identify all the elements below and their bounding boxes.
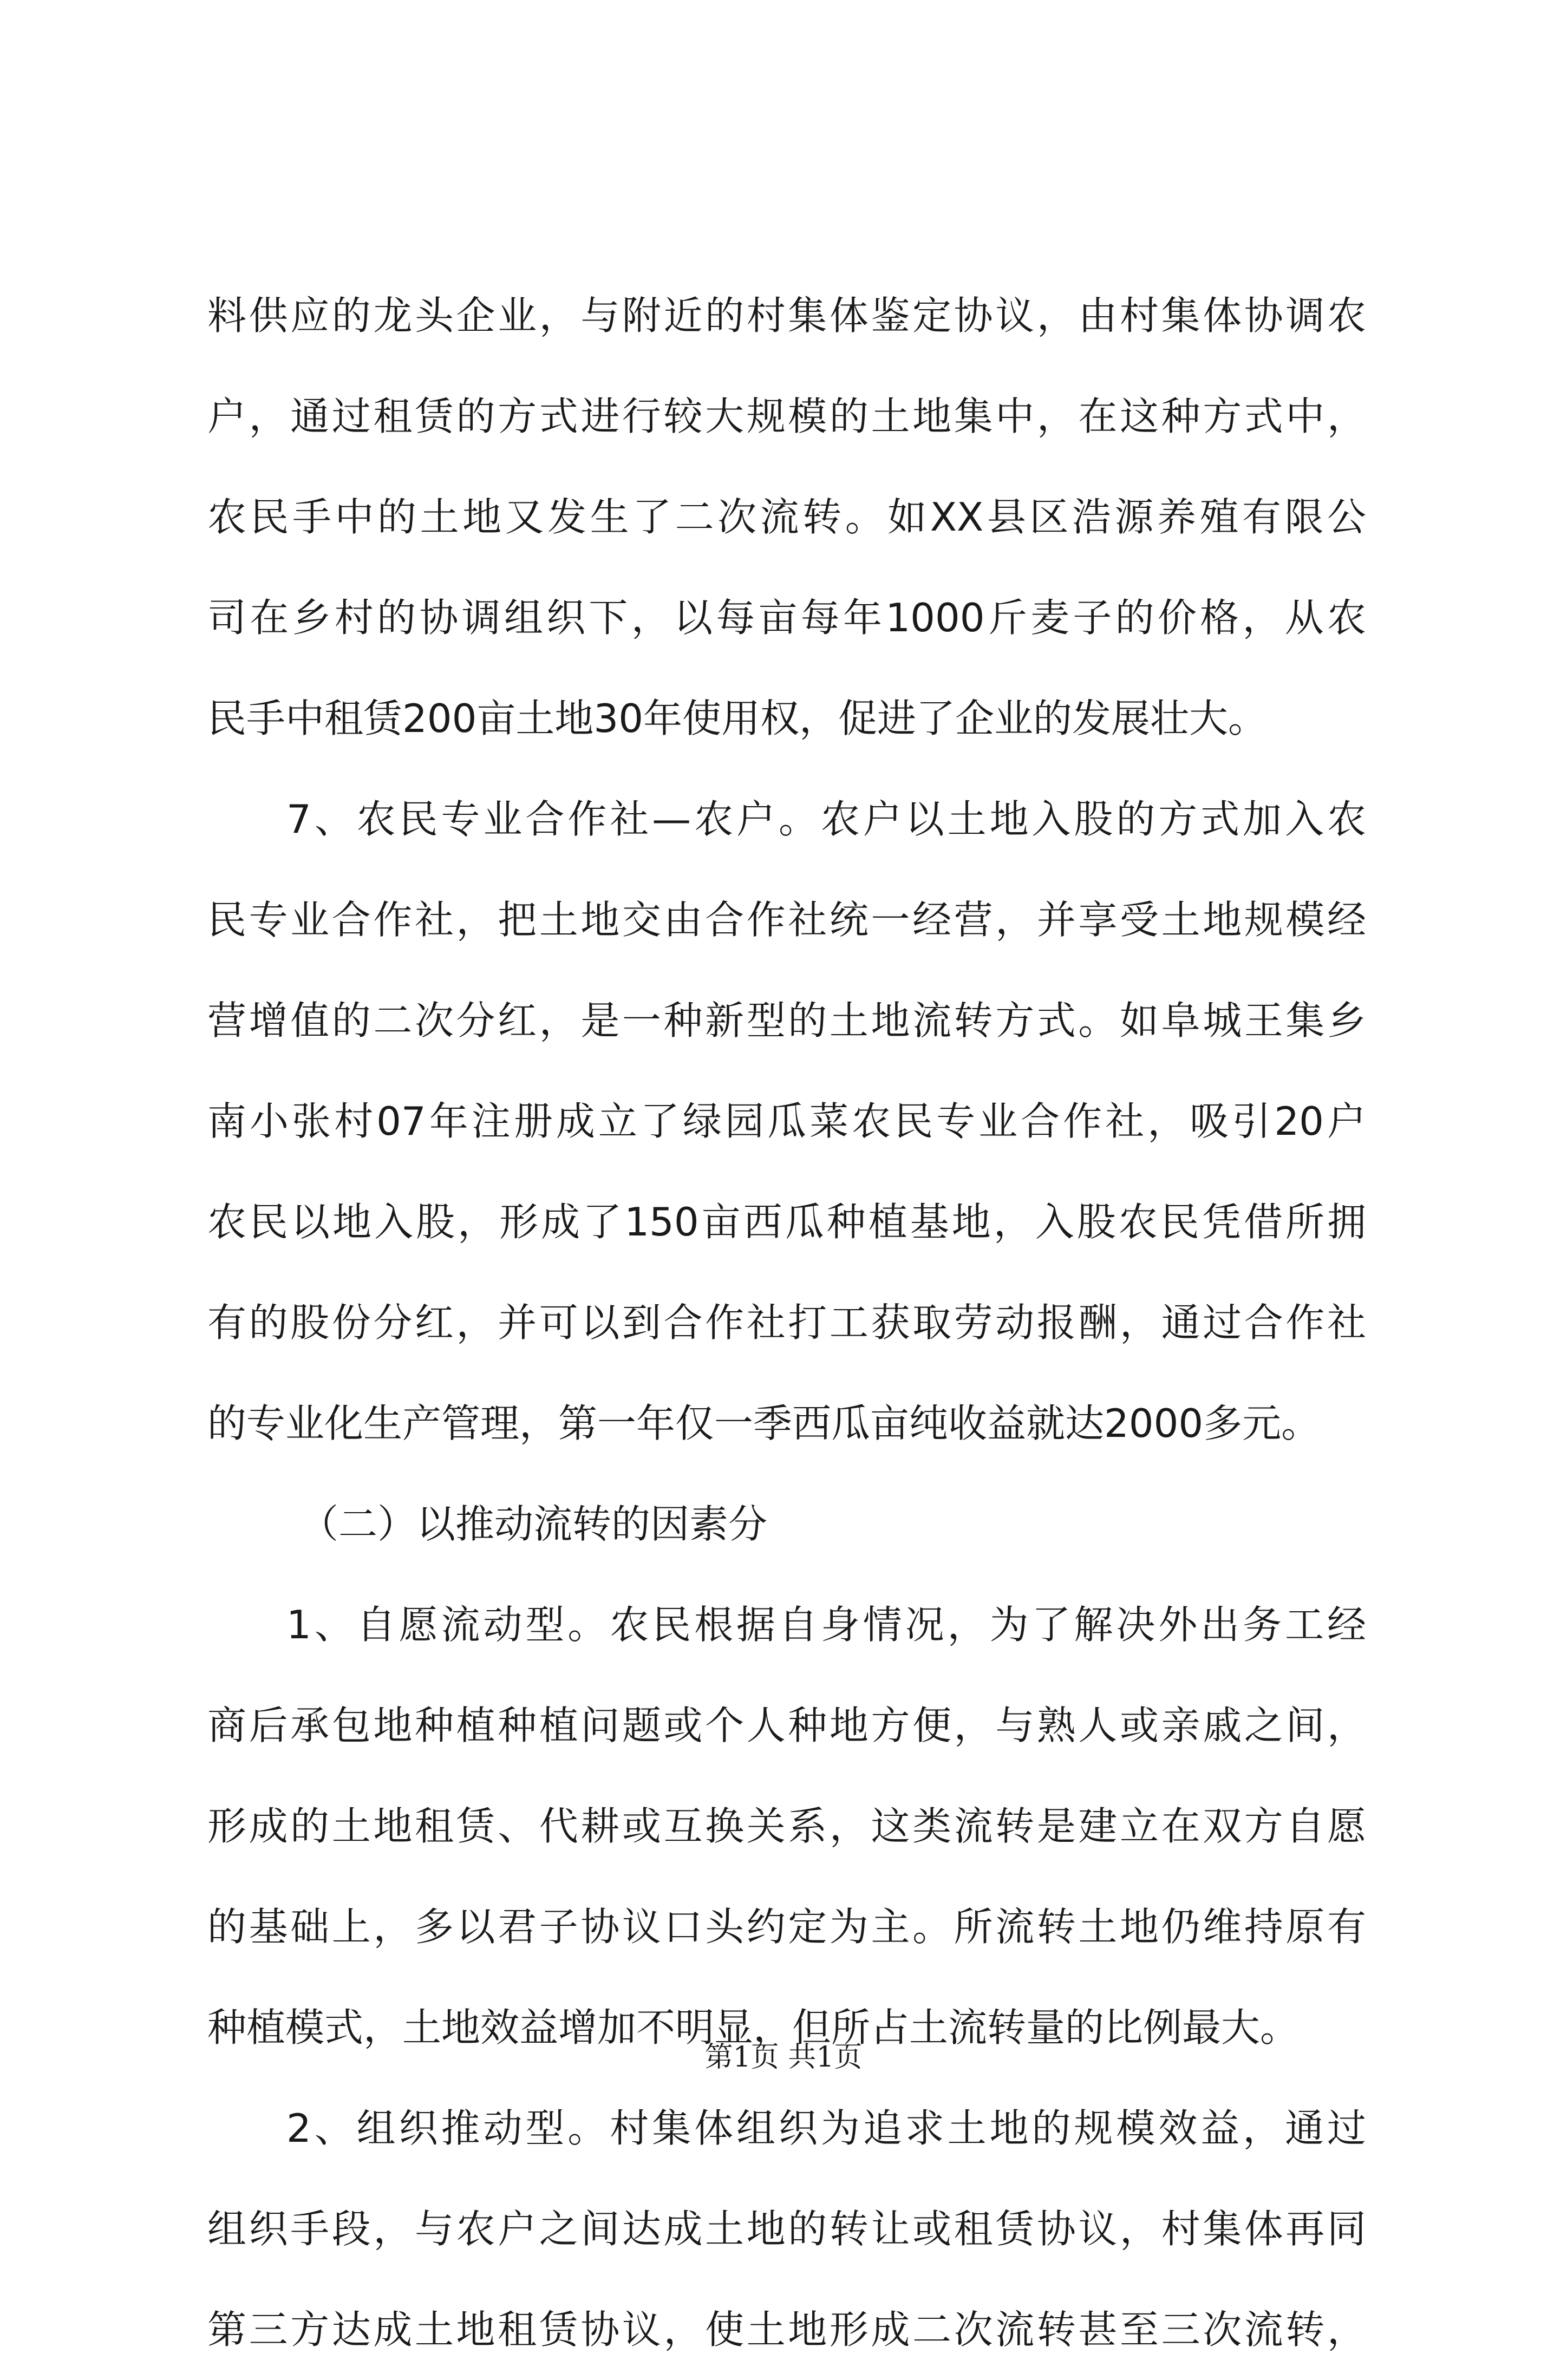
text-line: 形成的土地租赁、代耕或互换关系，这类流转是建立在双方自愿 — [207, 1803, 1366, 1849]
text-line: 种植模式，土地效益增加不明显，但所占土流转量的比例最大。 — [207, 2005, 1300, 2050]
text-line: 1、自愿流动型。农民根据自身情况，为了解决外出务工经 — [286, 1602, 1366, 1647]
text-line: 7、农民专业合作社—农户。农户以土地入股的方式加入农 — [286, 796, 1366, 842]
text-line: 商后承包地种植种植问题或个人种地方便，与熟人或亲戚之间， — [207, 1703, 1366, 1748]
text-line: 司在乡村的协调组织下，以每亩每年1000斤麦子的价格，从农 — [207, 595, 1366, 640]
text-line: 民专业合作社，把土地交由合作社统一经营，并享受土地规模经 — [207, 897, 1366, 943]
text-line: 农民以地入股，形成了150亩西瓜种植基地，入股农民凭借所拥 — [207, 1199, 1366, 1245]
text-line: 营增值的二次分红，是一种新型的土地流转方式。如阜城王集乡 — [207, 998, 1366, 1043]
page-number-label: 第1页 共1页 — [704, 2041, 863, 2074]
section-heading: （二）以推动流转的因素分 — [299, 1501, 768, 1547]
text-line: 的专业化生产管理，第一年仅一季西瓜亩纯收益就达2000多元。 — [207, 1401, 1321, 1446]
text-line: 第三方达成土地租赁协议，使土地形成二次流转甚至三次流转， — [207, 2307, 1366, 2352]
text-line: 组织手段，与农户之间达成土地的转让或租赁协议，村集体再同 — [207, 2206, 1366, 2252]
text-line: 料供应的龙头企业，与附近的村集体鉴定协议，由村集体协调农 — [207, 293, 1366, 338]
text-line: 的基础上，多以君子协议口头约定为主。所流转土地仍维持原有 — [207, 1904, 1366, 1950]
text-line: 南小张村07年注册成立了绿园瓜菜农民专业合作社，吸引20户 — [207, 1099, 1366, 1144]
text-line: 农民手中的土地又发生了二次流转。如XX县区浩源养殖有限公 — [207, 494, 1366, 540]
text-line: 民手中租赁200亩土地30年使用权，促进了企业的发展壮大。 — [207, 696, 1268, 741]
page-footer — [0, 2036, 1567, 2079]
text-line: 有的股份分红，并可以到合作社打工获取劳动报酬，通过合作社 — [207, 1300, 1366, 1345]
text-line: 2、组织推动型。村集体组织为追求土地的规模效益，通过 — [286, 2106, 1366, 2151]
text-line: 户，通过租赁的方式进行较大规模的土地集中，在这种方式中， — [207, 394, 1366, 439]
